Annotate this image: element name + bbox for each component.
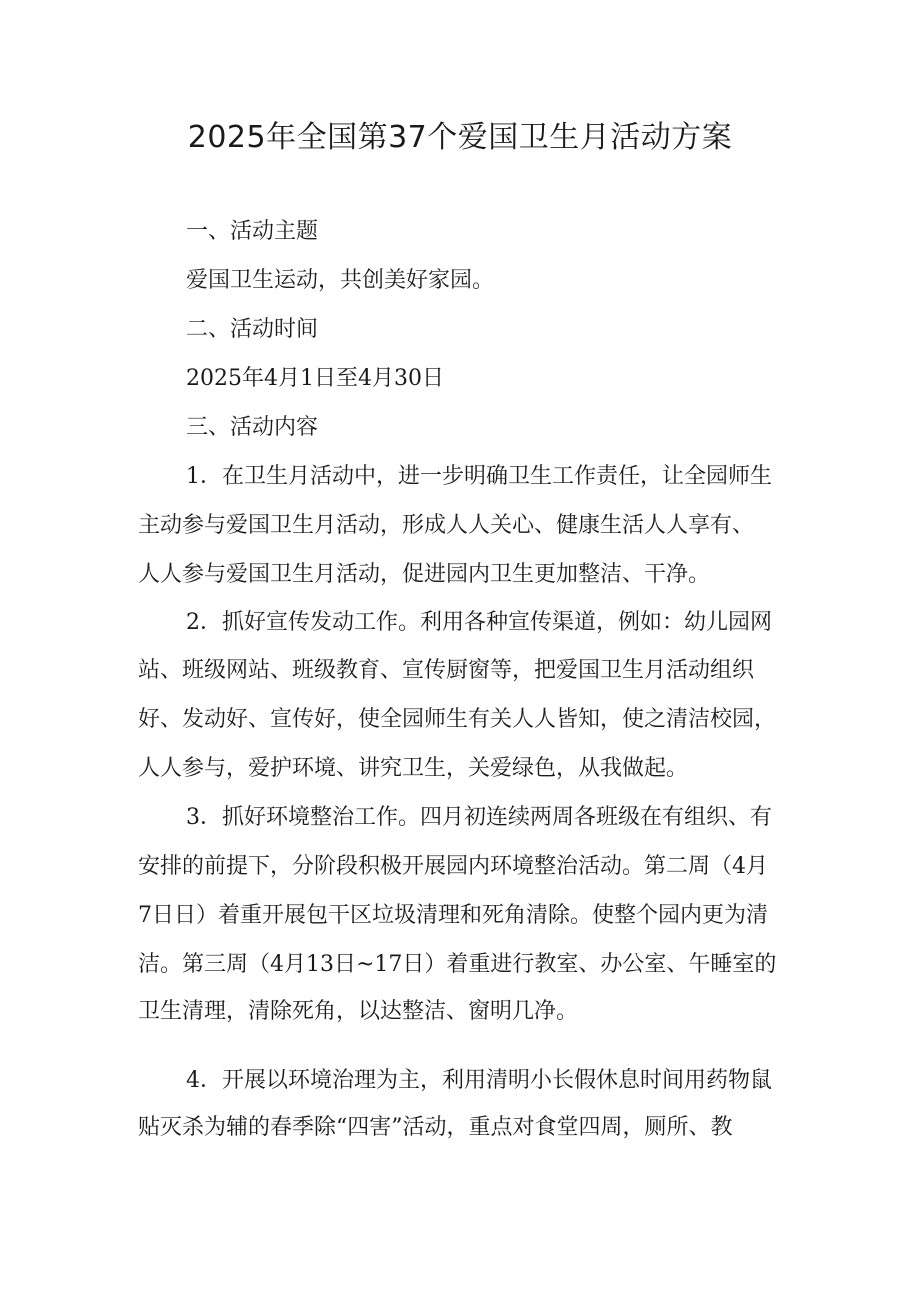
paragraph-3-line: 3．抓好环境整治工作。四月初连续两周各班级在有组织、有 — [186, 805, 772, 830]
paragraph-3-line: 卫生清理，清除死角，以达整洁、窗明几净。 — [138, 999, 579, 1024]
paragraph-3-line: 7日日）着重开展包干区垃圾清理和死角清除。使整个园内更为清 — [138, 903, 768, 928]
paragraph-1-line: 1．在卫生月活动中，进一步明确卫生工作责任，让全园师生 — [186, 464, 772, 489]
paragraph-2-line: 站、班级网站、班级教育、宣传厨窗等，把爱国卫生月活动组织 — [138, 658, 755, 683]
paragraph-4-line: 贴灭杀为辅的春季除“四害”活动，重点对食堂四周，厕所、教 — [138, 1115, 733, 1140]
paragraph-4-line: 4．开展以环境治理为主，利用清明小长假休息时间用药物鼠 — [186, 1068, 772, 1093]
heading-activity-time: 二、活动时间 — [186, 317, 319, 342]
document-title: 2025年全国第37个爱国卫生月活动方案 — [187, 120, 733, 155]
paragraph-2-line: 人人参与，爱护环境、讲究卫生，关爱绿色，从我做起。 — [138, 756, 689, 781]
heading-activity-theme: 一、活动主题 — [186, 219, 319, 244]
time-text: 2025年4月1日至4月30日 — [186, 366, 444, 391]
paragraph-3-line: 洁。第三周（4月13日~17日）着重进行教室、办公室、午睡室的 — [138, 952, 777, 977]
paragraph-3-line: 安排的前提下，分阶段积极开展园内环境整治活动。第二周（4月 — [138, 854, 768, 879]
paragraph-2-line: 好、发动好、宣传好，使全园师生有关人人皆知，使之清洁校园， — [138, 707, 777, 732]
theme-text: 爱国卫生运动，共创美好家园。 — [186, 268, 495, 293]
paragraph-1-line: 主动参与爱国卫生月活动，形成人人关心、健康生活人人享有、 — [138, 513, 755, 538]
paragraph-1-line: 人人参与爱国卫生月活动，促进园内卫生更加整洁、干净。 — [138, 562, 711, 587]
heading-activity-content: 三、活动内容 — [186, 415, 319, 440]
paragraph-2-line: 2．抓好宣传发动工作。利用各种宣传渠道，例如：幼儿园网 — [186, 610, 772, 635]
